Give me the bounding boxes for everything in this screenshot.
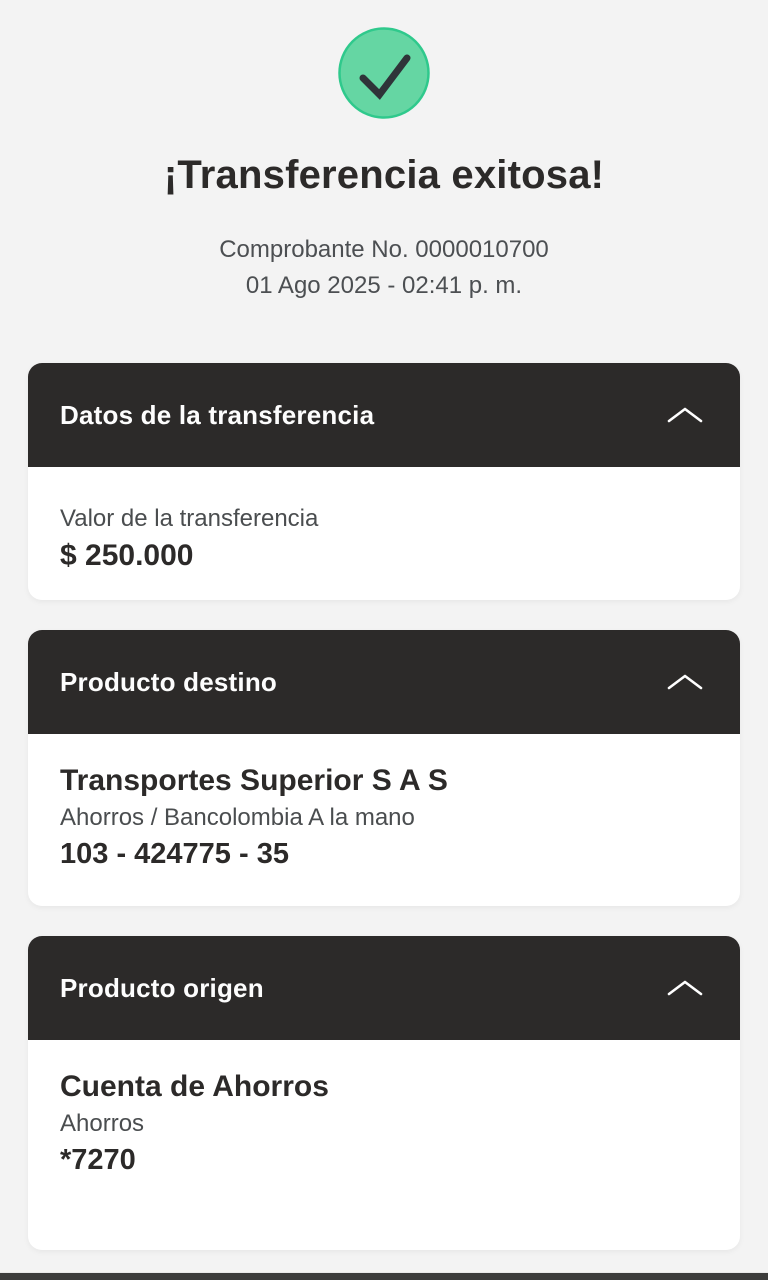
destination-account-type: Ahorros / Bancolombia A la mano [60,804,415,831]
destination-account-number: 103 - 424775 - 35 [60,838,289,870]
card-origin-product [28,936,740,1250]
transfer-amount-value: $ 250.000 [60,539,194,572]
accordion-header-origin[interactable] [28,936,740,1040]
page-title: ¡Transferencia exitosa! [163,153,605,197]
accordion-title: Producto destino [60,666,277,697]
accordion-header-transfer-data[interactable] [28,363,740,467]
accordion-title: Producto origen [60,972,264,1003]
chevron-up-icon[interactable] [666,979,704,997]
success-check-icon [338,27,430,119]
receipt-info [0,232,768,304]
card-transfer-data [28,363,740,600]
receipt-number: Comprobante No. 0000010700 [219,236,549,263]
accordion-header-destination[interactable] [28,630,740,734]
card-body-destination [28,734,740,906]
origin-account-number: *7270 [60,1144,136,1176]
chevron-up-icon[interactable] [666,406,704,424]
transfer-amount-label: Valor de la transferencia [60,505,319,532]
origin-name: Cuenta de Ahorros [60,1070,329,1103]
card-body-transfer-data [28,467,740,600]
chevron-up-icon[interactable] [666,673,704,691]
success-icon-container [0,0,768,119]
bottom-bar [0,1272,768,1280]
card-destination-product [28,630,740,906]
destination-name: Transportes Superior S A S [60,764,448,797]
cards-container [28,363,740,1280]
card-body-origin [28,1040,740,1250]
receipt-datetime: 01 Ago 2025 - 02:41 p. m. [245,272,523,299]
accordion-title: Datos de la transferencia [60,399,375,430]
origin-account-type: Ahorros [60,1110,145,1137]
